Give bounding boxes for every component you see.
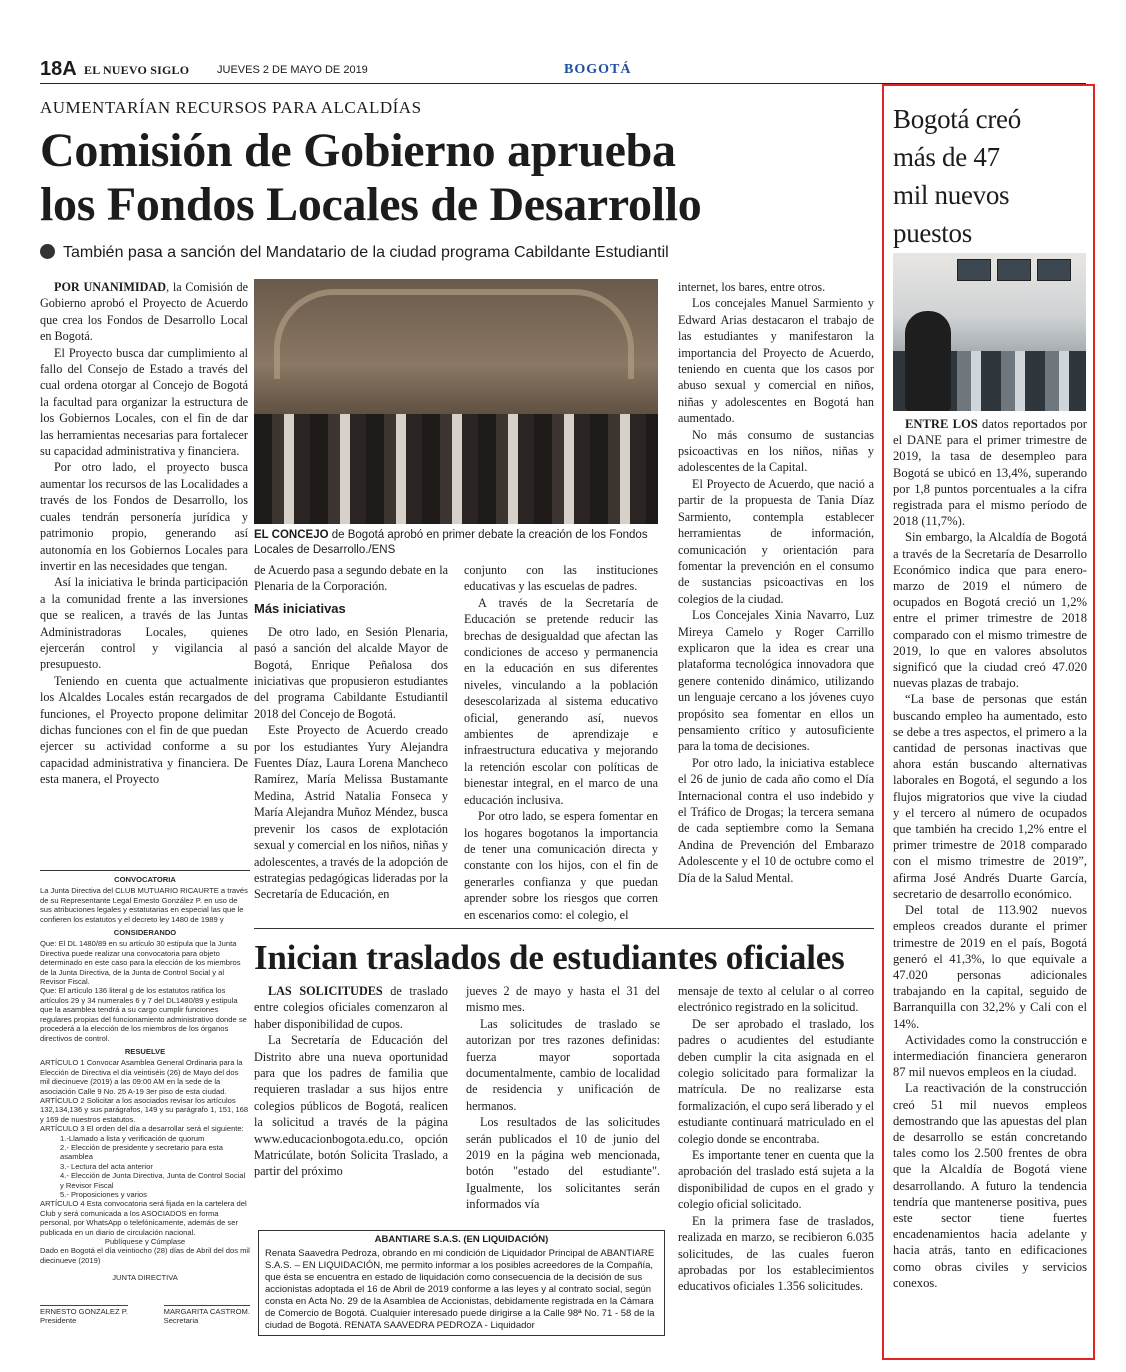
paragraph: En la primera fase de traslados, realizada en marzo, se recibieron 6.035 solicitudes, de las cuales fueron aprobadas por los establecimientos educativos oficiales 1.356 solicitudes. — [678, 1213, 874, 1294]
person-shape — [905, 311, 951, 411]
paragraph: Los concejales Manuel Sarmiento y Edward Arias destacaron el trabajo de las estudiantes y manifestaron la importancia del Proyecto de Acuerdo, teniendo en cuenta que los casos por abuso sexual y comercial en niños, niñas y adolescentes en Bogotá han aumentado. — [678, 296, 874, 426]
junta-label: JUNTA DIRECTIVA — [112, 1273, 178, 1283]
second-article-column-3 — [678, 983, 874, 1295]
divider — [254, 928, 874, 929]
issue-date: JUEVES 2 DE MAYO DE 2019 — [217, 64, 368, 76]
signatures — [40, 1305, 250, 1326]
sidebar-headline — [893, 100, 1093, 252]
monitor-shape — [1037, 259, 1071, 281]
considerando-title: CONSIDERANDO — [113, 928, 177, 938]
article-column-3 — [464, 562, 658, 923]
sidebar-headline-line: puestos — [893, 218, 972, 248]
paragraph: de Acuerdo pasa a segundo debate en la Plenaria de la Corporación. — [254, 563, 448, 594]
signature-1 — [40, 1305, 128, 1326]
paragraph: A través de la Secretaría de Educación se pretende reducir las brechas de desigualdad que afectan las condiciones de acceso y permanencia en la educación en sus diferentes niveles, vinculando a la población desescolarizada al sistema educativo oficial, generando así, nuevos ambientes de aprendizaje e infraestructura educativa y mejorando la retención escolar con políticas de bienestar integral, en el marco de una educación inclusiva. — [464, 595, 658, 807]
signer-role: Presidente — [40, 1316, 77, 1326]
signer-role: Secretaria — [163, 1316, 199, 1326]
paragraph: mensaje de texto al celular o al correo electrónico registrado en la solicitud. — [678, 984, 874, 1015]
resuelve-item: 4.- Elección de Junta Directiva, Junta de Control Social y Revisor Fiscal — [60, 1171, 246, 1190]
photo-caption — [254, 528, 658, 558]
notice-title: CONVOCATORIA — [114, 875, 176, 884]
signer-name: MARGARITA CASTROM. — [163, 1306, 250, 1316]
article-subhead — [40, 244, 669, 262]
second-article-headline: Inician traslados de estudiantes oficiales — [254, 938, 845, 977]
notice-intro: La Junta Directiva del CLUB MUTUARIO RICAURTE a través de su Representante Legal Ernesto González P. en uso de sus atribuciones legales y estatutarias en especial las que le confieren los estatutos y el decreto ley 1480 de 1989 y — [40, 886, 248, 924]
article-column-4 — [678, 279, 874, 886]
monitor-shape — [997, 259, 1031, 281]
paragraph: Actividades como la construcción e intermediación financiera generaron 87 mil nuevos empleos en la ciudad. — [893, 1032, 1087, 1080]
paragraph: De otro lado, en Sesión Plenaria, pasó a sanción del alcalde Mayor de Bogotá, Enrique Peñalosa dos iniciativas que propusieron estudiantes del programa Cabildante Estudiantil 2018 del Concejo de Bogotá. — [254, 624, 448, 721]
considerando-item: Que: El artículo 136 literal g de los estatutos ratifica los artículos 29 y 34 numerales 6 y 7 del DL1480/89 y estipula que la asamblea tendrá a su cargo cumplir funciones regulares propias del funcionamiento administrativo donde se procederá a la elección de los miembros de los órganos directivos de control. — [40, 986, 247, 1043]
resuelve-item: 3.- Lectura del acta anterior — [60, 1161, 153, 1171]
paragraph: Por otro lado, el proyecto busca aumentar los recursos de las Localidades a través de los Fondos de Desarrollo, los cuales tendrán personería jurídica y patrimonio propio, generando así autonomía en los Gobiernos Locales para invertir en las necesidades que tengan. — [40, 460, 248, 573]
paragraph: jueves 2 de mayo y hasta el 31 del mismo mes. — [466, 984, 660, 1015]
page-number: 18A — [40, 58, 77, 80]
paragraph — [254, 983, 448, 1032]
paragraph — [893, 416, 1087, 529]
resuelve-item: ARTÍCULO 3 El orden del día a desarrollar será el siguiente: — [40, 1124, 244, 1134]
article-column-2 — [254, 562, 448, 903]
abantiare-notice — [258, 1230, 665, 1336]
paragraph: Sin embargo, la Alcaldía de Bogotá a través de la Secretaría de Desarrollo Económico indica que para enero-marzo de 2019 el número de ocupados en Bogotá creció un 1,2% entre el primer trimestre de 2018 comparado con el mismo trimestre de 2019, lo que en valores absolutos significó que la ciudad creó 47.020 nuevas plazas de trabajo. — [893, 530, 1087, 691]
article-headline — [40, 124, 880, 232]
sidebar-headline-line: más de 47 — [893, 142, 1000, 172]
paragraph: Este Proyecto de Acuerdo creado por los estudiantes Yury Alejandra Fuentes Díaz, Laura Lorena Mancheco Ramírez, María Melissa Bustamante Medina, Astrid Natalia Fonseca y María Alejandra Muñoz Méndez, busca prevenir los casos de explotación sexual y comercial en los niños, niñas y adolescentes, a través de la adopción de estrategias pedagógicas lideradas por la Secretaría de Educación, en — [254, 723, 448, 902]
second-article-column-2 — [466, 983, 660, 1213]
caption-text: de Bogotá aprobó en primer debate la creación de los Fondos Locales de Desarrollo./ENS — [254, 529, 648, 556]
photo-arch-shape — [274, 289, 634, 379]
paragraph: Del total de 113.902 nuevos empleos creados durante el primer trimestre de 2019 en el país, Bogotá generó el 41,3%, lo que equivale a 47.020 personas adicionales trabajando en la capital, seguido de Barranquilla con 32,2% y Cali con el 14%. — [893, 903, 1087, 1031]
office-photo — [893, 253, 1086, 411]
headline-line-1: Comisión de Gobierno aprueba — [40, 124, 676, 177]
second-article-column-1 — [254, 983, 448, 1180]
paragraph: La reactivación de la construcción creó 51 mil nuevos empleos demostrando que las apuestas del plan de desarrollo se están concretando tales como los 2.500 frentes de obra que la Alcaldía de Bogotá viene desarrollando. A futuro la tendencia tendría que mantenerse positiva, pues este sector tiene fuertes encadenamientos hacia adelante y hacia atrás, tanto en edificaciones como obras civiles y servicios conexos. — [893, 1081, 1087, 1290]
resuelve-item: ARTÍCULO 4 Esta convocatoria será fijada en la cartelera del Club y será comunicada a los ASOCIADOS en forma personal, por WhatsApp o telefónicamente, además de ser publicada en un diario de circulación nacional. — [40, 1199, 247, 1237]
paragraph: Teniendo en cuenta que actualmente los Alcaldes Locales están recargados de funciones, el Proyecto propone delimitar dichas funciones con el fin de que puedan ejercer su actividad conforme a su capacidad administrativa y financiera. De esta manera, el Proyecto — [40, 673, 248, 787]
convocatoria-notice — [40, 870, 250, 1346]
paragraph-text: , la Comisión de Gobierno aprobó el Proyecto de Acuerdo que crea los Fondos de Desarrollo Local en Bogotá. — [40, 280, 248, 344]
caption-lead: EL CONCEJO — [254, 529, 329, 541]
monitor-shape — [957, 259, 991, 281]
paragraph: Los resultados de las solicitudes serán publicados el 10 de junio del 2019 en la página web mencionada, botón "estado del estudiante". Igualmente, los solicitantes serán informados vía — [466, 1115, 660, 1212]
notice-title: ABANTIARE S.A.S. (EN LIQUIDACIÓN) — [374, 1234, 549, 1245]
paragraph: Es importante tener en cuenta que la aprobación del traslado está sujeta a la disponibilidad de cupos en el grado y colegio oficial solicitado. — [678, 1148, 874, 1212]
photo-people-shape — [254, 414, 658, 524]
paragraph: Así la iniciativa le brinda participación a la comunidad frente a las inversiones que se realicen, a través de las Juntas Administradoras Locales, quienes ejercerán control y vigilancia al presupuesto. — [40, 575, 248, 672]
paragraph: conjunto con las instituciones educativas y las escuelas de padres. — [464, 563, 658, 594]
newspaper-name: EL NUEVO SIGLO — [84, 63, 190, 77]
bullet-icon — [40, 244, 55, 259]
paragraph-text: de traslado entre colegios oficiales comenzaron al haber disponibilidad de cupos. — [254, 984, 448, 1031]
signature-2 — [164, 1305, 250, 1326]
sidebar-headline-line: Bogotá creó — [893, 104, 1021, 134]
paragraph-text: datos reportados por el DANE para el primer trimestre de 2019, la tasa de desempleo para Bogotá se ubicó en 13,4%, superando por 1,8 puntos porcentuales a la cifra registrada para el mismo período de 2018 (11,7%). — [893, 417, 1087, 529]
article-column-1 — [40, 279, 248, 788]
resuelve-item: Dado en Bogotá el día veintiocho (28) días de Abril del dos mil diecinueve (2019) — [40, 1246, 250, 1265]
masthead — [40, 58, 1086, 84]
paragraph: Por otro lado, la iniciativa establece el 26 de junio de cada año como el Día Internacional contra el uso indebido y el Tráfico de Drogas; la tercera semana de cada septiembre como la Semana Andina de Prevención del Embarazo Adolescente y el 10 de octubre como el Día de la Salud Mental. — [678, 755, 874, 885]
section-subhead: Más iniciativas — [254, 600, 346, 616]
lead-in: LAS SOLICITUDES — [268, 984, 383, 998]
section-name: BOGOTÁ — [564, 62, 632, 77]
paragraph: Por otro lado, se espera fomentar en los hogares bogotanos la importancia de tener una comunicación directa y constante con los hijos, con el fin de generarles confianza y que puedan aprender sobre los riesgos que corren en escenarios como: el colegio, el — [464, 809, 658, 922]
resuelve-item: 1.-Llamado a lista y verificación de quorum — [60, 1133, 205, 1143]
resuelve-item: ARTÍCULO 1 Convocar Asamblea General Ordinaria para la Elección de Directiva el día veintiséis (26) de Mayo del dos mil diecinueve (2019) a las 09:00 AM en la sede de la asociación Calle 9 No. 25 A-19 3er piso de esta ciudad. — [40, 1058, 243, 1096]
council-session-photo — [254, 279, 658, 524]
resuelve-item: Publíquese y Cúmplase — [104, 1237, 186, 1247]
paragraph: No más consumo de sustancias psicoactivas en los niños, niñas y adolescentes de la Capital. — [678, 427, 874, 475]
signer-name: ERNESTO GONZALEZ P. — [40, 1306, 128, 1316]
paragraph: internet, los bares, entre otros. — [678, 280, 826, 294]
resuelve-item: 2.- Elección de presidente y secretario para esta asamblea — [60, 1142, 223, 1162]
paragraph: De ser aprobado el traslado, los padres o acudientes del estudiante deben cumplir la cita asignada en el colegio solicitado para formalizar la matrícula. De no realizarse esta formalización, el cupo será liberado y el estudiante continuará matriculado en el colegio donde se encontraba. — [678, 1016, 874, 1146]
article-kicker: AUMENTARÍAN RECURSOS PARA ALCALDÍAS — [40, 98, 422, 117]
resuelve-item: ARTÍCULO 2 Solicitar a los asociados revisar los artículos 132,134,136 y sus parágrafos, 149 y su parágrafo 1, 151, 168 y 169 de nuestros estatutos. — [40, 1095, 249, 1124]
considerando-item: Que: El DL 1480/89 en su artículo 30 estipula que la Junta Directiva puede realizar una convocatoria para objeto determinado en este caso para la elección de los miembros de la Junta Directiva, de la Junta de Control Social y al Revisor Fiscal. — [40, 939, 241, 987]
paragraph: El Proyecto busca dar cumplimiento al fallo del Consejo de Estado a través del cual ordena otorgar al Concejo de Bogotá la facultad para organizar la estructura de los Gobiernos Locales, con el fin de dar las herramientas necesarias para fortalecer su capacidad administrativa y financiera. — [40, 345, 248, 459]
paragraph: El Proyecto de Acuerdo, que nació a partir de la propuesta de Tania Díaz Sarmiento, contempla establecer herramientas de información, comunicación y orientación para fomentar la prevención en el consumo de sustancias psicoactivas en los colegios de la ciudad. — [678, 476, 874, 606]
lead-in: POR UNANIMIDAD — [54, 280, 167, 294]
paragraph: Los Concejales Xinia Navarro, Luz Mireya Camelo y Roger Carrillo explicaron que la idea es crear una plataforma tecnológica innovadora que genere contenido dinámico, utilizando un lenguaje cercano a los jóvenes cuyo propósito sea fomentar en ellos un pensamiento crítico y autosuficiente para la toma de decisiones. — [678, 608, 874, 754]
paragraph: La Secretaría de Educación del Distrito abre una nueva oportunidad para que los padres de familia que requieren trasladar a sus hijos entre colegios públicos de Bogotá, realicen la solicitud a través de la página www.educacionbogota.edu.co, opción Matricúlate, botón Solicita Traslado, a partir del próximo — [254, 1033, 448, 1179]
notice-body: Renata Saavedra Pedroza, obrando en mi condición de Liquidador Principal de ABANTIARE S.A.S. – EN LIQUIDACIÓN, me permito informar a los posibles acreedores de la Compañía, que ésta se encuentra en estado de liquidación como consecuencia de la decisión de sus accionistas adoptada el 16 de Abril de 2019 conforme a las leyes y al contrato social, según consta en Acta No. 29 de la Asamblea de Accionistas, debidamente registrada en la Cámara de Comercio de Bogotá. Cualquier interesado puede dirigirse a la Calle 98ª No. 71 - 58 de la ciudad de Bogotá. RENATA SAAVEDRA PEDROZA - Liquidador — [265, 1248, 655, 1331]
resuelve-title: RESUELVE — [124, 1046, 166, 1056]
sidebar-headline-line: mil nuevos — [893, 180, 1010, 210]
resuelve-item: 5.- Proposiciones y varios — [60, 1190, 147, 1199]
paragraph: Las solicitudes de traslado se autorizan por tres razones definidas: fuerza mayor soportada documentalmente, cambio de localidad de residencia y unificación de hermanos. — [466, 1016, 660, 1113]
paragraph: “La base de personas que están buscando empleo ha aumentado, esto se debe a tres aspectos, el primero a la cantidad de personas inactivas que ahora están buscando alternativas laborales en Bogotá, el segundo a los flujos migratorios que vive la ciudad y el tercero al número de ocupados que también ha crecido 1,2% entre el primer trimestre de 2018 comparado con el mismo trimestre de 2019”, afirma José Andrés Duarte García, secretario de desarrollo económico. — [893, 692, 1087, 901]
paragraph — [40, 279, 248, 345]
sidebar-body — [893, 416, 1087, 1291]
lead-in: ENTRE LOS — [905, 417, 978, 431]
headline-line-2: los Fondos Locales de Desarrollo — [40, 178, 702, 231]
subhead-text: También pasa a sanción del Mandatario de la ciudad programa Cabildante Estudiantil — [63, 244, 669, 261]
